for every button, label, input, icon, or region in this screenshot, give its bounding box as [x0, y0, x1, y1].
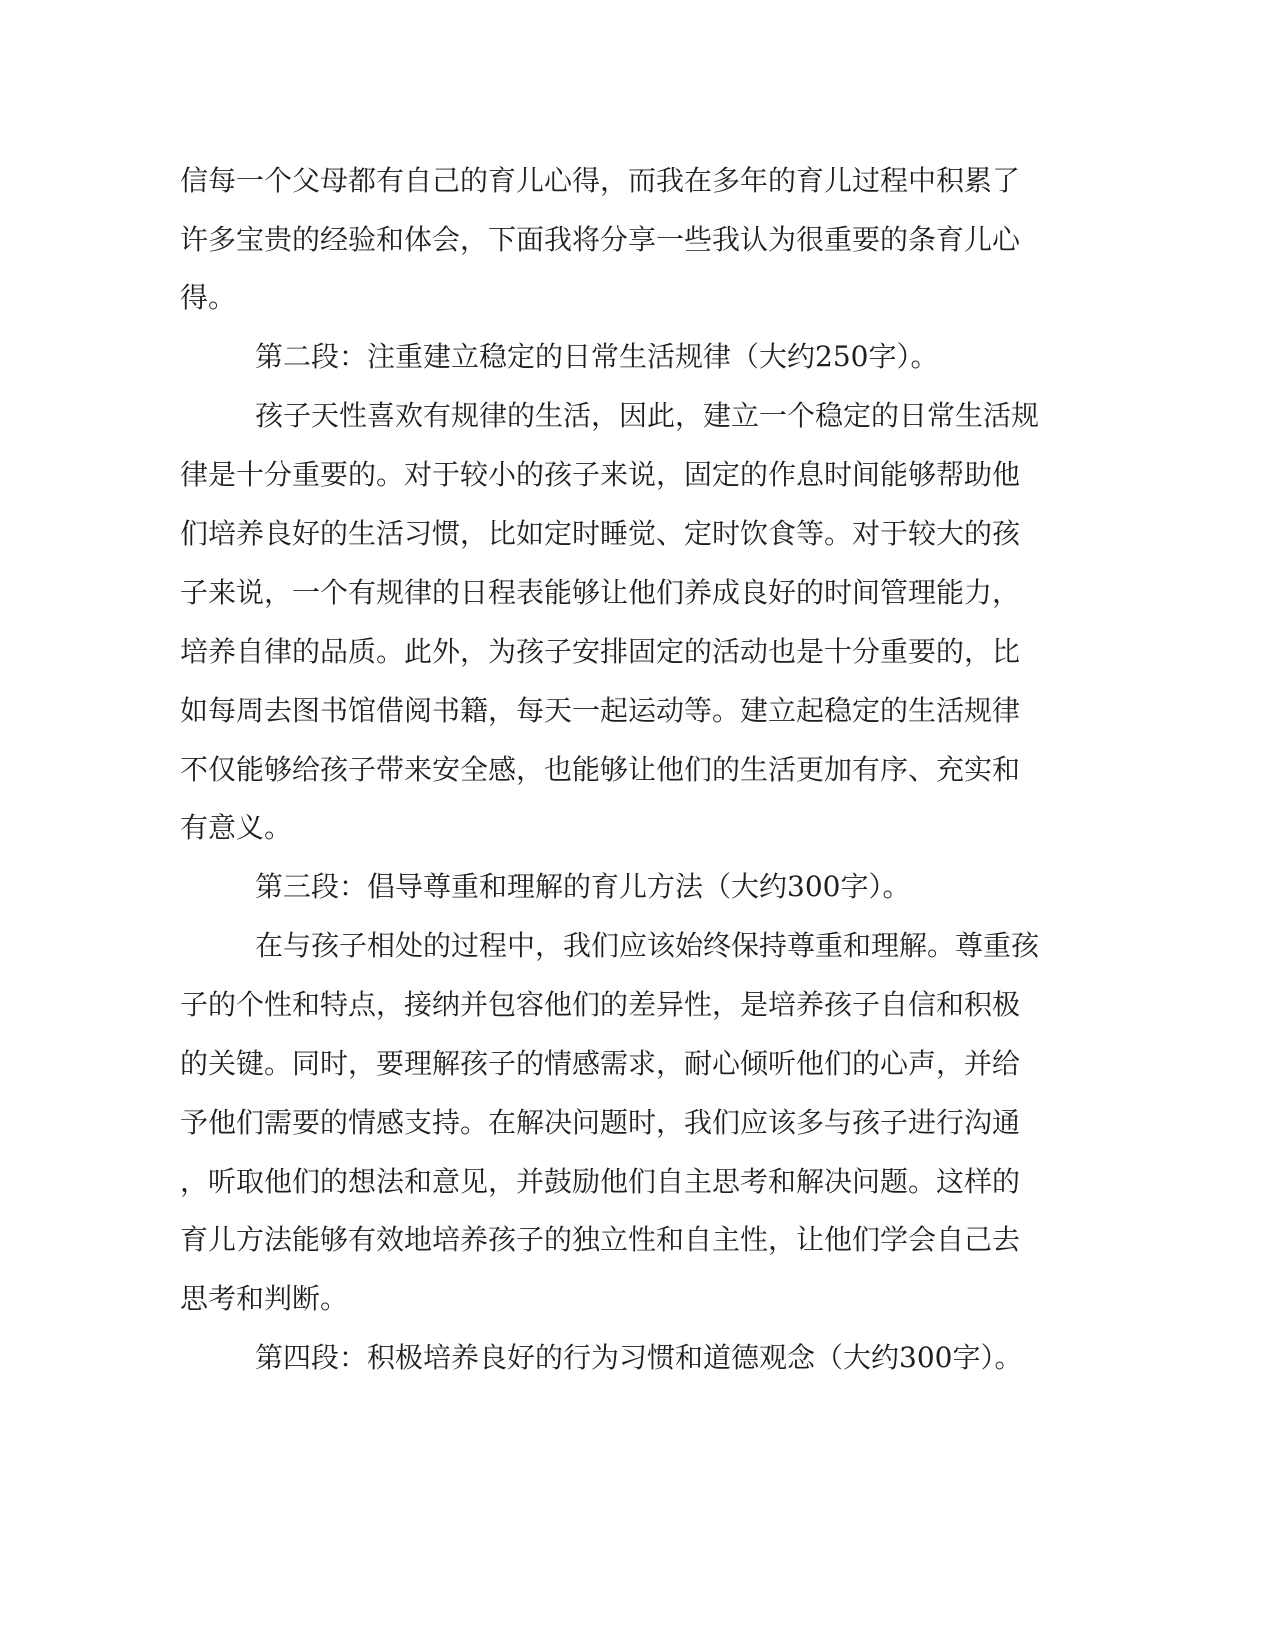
paragraph-line: 许多宝贵的经验和体会，下面我将分享一些我认为很重要的条育儿心 — [180, 223, 1021, 256]
paragraph-line: 在与孩子相处的过程中，我们应该始终保持尊重和理解。尊重孩 — [255, 929, 1040, 962]
paragraph-line: 的关键。同时，要理解孩子的情感需求，耐心倾听他们的心声，并给 — [180, 1047, 1021, 1080]
paragraph-line: 如每周去图书馆借阅书籍，每天一起运动等。建立起稳定的生活规律 — [180, 694, 1021, 727]
section-heading-2: 第二段：注重建立稳定的日常生活规律（大约250字）。 — [255, 340, 939, 373]
paragraph-line: 孩子天性喜欢有规律的生活，因此，建立一个稳定的日常生活规 — [255, 399, 1040, 432]
paragraph-line: 子的个性和特点，接纳并包容他们的差异性，是培养孩子自信和积极 — [180, 988, 1021, 1021]
paragraph-line: 不仅能够给孩子带来安全感，也能够让他们的生活更加有序、充实和 — [180, 753, 1021, 786]
paragraph-line: 予他们需要的情感支持。在解决问题时，我们应该多与孩子进行沟通 — [180, 1106, 1021, 1139]
paragraph-line: 信每一个父母都有自己的育儿心得，而我在多年的育儿过程中积累了 — [180, 164, 1021, 197]
paragraph-line: 律是十分重要的。对于较小的孩子来说，固定的作息时间能够帮助他 — [180, 458, 1021, 491]
paragraph-line: 得。 — [180, 281, 237, 314]
section-heading-4: 第四段：积极培养良好的行为习惯和道德观念（大约300字）。 — [255, 1341, 1023, 1374]
paragraph-line: 们培养良好的生活习惯，比如定时睡觉、定时饮食等。对于较大的孩 — [180, 517, 1021, 550]
paragraph-line: 育儿方法能够有效地培养孩子的独立性和自主性，让他们学会自己去 — [180, 1223, 1021, 1256]
paragraph-line: ，听取他们的想法和意见，并鼓励他们自主思考和解决问题。这样的 — [180, 1165, 1021, 1198]
paragraph-line: 思考和判断。 — [180, 1282, 349, 1315]
paragraph-line: 培养自律的品质。此外，为孩子安排固定的活动也是十分重要的，比 — [180, 635, 1021, 668]
section-heading-3: 第三段：倡导尊重和理解的育儿方法（大约300字）。 — [255, 870, 911, 903]
paragraph-line: 子来说，一个有规律的日程表能够让他们养成良好的时间管理能力， — [180, 576, 1021, 609]
paragraph-line: 有意义。 — [180, 811, 293, 844]
